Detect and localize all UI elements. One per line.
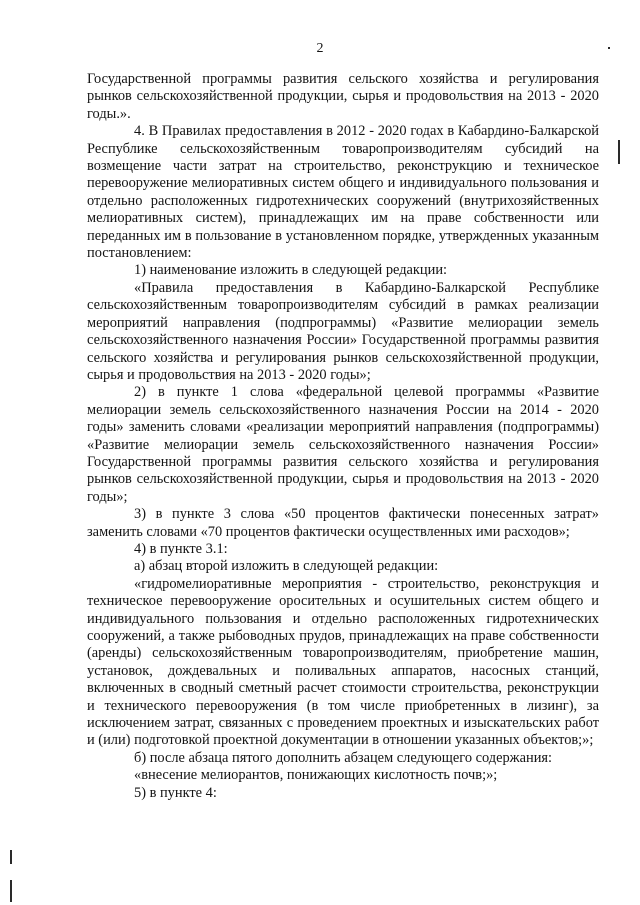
paragraph: 2) в пункте 1 слова «федеральной целевой программы «Развитие мелиорации земель сельскохозяйственного назначения России на 2014 - 2020 годы» заменить словами «реализации мероприятий направления (подпрограммы) «Развитие мелиорации земель сельскохозяйственного назначения России» Государственной программы развития сельского хозяйства и регулирования рынков сельскохозяйственной продукции, сырья и продовольствия на 2013 - 2020 годы»; [87, 384, 599, 505]
paragraph: «гидромелиоративные мероприятия - строительство, реконструкция и техническое перевооружение оросительных и осушительных систем общего и индивидуального пользования и отдельно расположенных гидротехнических сооружений, а также рыбоводных прудов, принадлежащих на праве собственности (аренды) сельскохозяйственным товаропроизводителям, приобретение машин, установок, дождевальных и поливальных аппаратов, насосных станций, включенных в сводный сметный расчет стоимости строительства, реконструкции и технического перевооружения (в том числе приобретенных в лизинг), за исключением затрат, связанных с проведением проектных и изыскательских работ и (или) подготовкой проектной документации в отношении указанных объектов;»; [87, 575, 599, 749]
page-number: 2 [316, 41, 324, 56]
paragraph: 3) в пункте 3 слова «50 процентов фактически понесенных затрат» заменить словами «70 процентов фактически осуществленных ими расходов»; [87, 506, 599, 540]
paragraph: 4) в пункте 3.1: [134, 540, 228, 557]
scan-artifact [618, 140, 620, 164]
paragraph: а) абзац второй изложить в следующей редакции: [134, 558, 439, 575]
paragraph: 4. В Правилах предоставления в 2012 - 2020 годах в Кабардино-Балкарской Республике сельскохозяйственным товаропроизводителям субсидий на возмещение части затрат на строительство, реконструкцию и техническое перевооружение мелиоративных систем общего и индивидуального пользования и отдельно расположенных гидротехнических сооружений (внутрихозяйственных мелиоративных систем), принадлежащих им на праве собственности или переданных им в пользование в установленном порядке, утвержденных указанным постановлением: [87, 123, 599, 262]
scan-artifact [10, 880, 12, 902]
document-body [87, 71, 599, 802]
paragraph: «Правила предоставления в Кабардино-Балкарской Республике сельскохозяйственным товаропроизводителям субсидий в рамках реализации мероприятий направления (подпрограммы) «Развитие мелиорации земель сельскохозяйственного назначения России» Государственной программы развития сельского хозяйства и регулирования рынков сельскохозяйственной продукции, сырья и продовольствия на 2013 - 2020 годы»; [87, 279, 599, 383]
paragraph: «внесение мелиорантов, понижающих кислотность почв;»; [134, 767, 498, 784]
paragraph: 5) в пункте 4: [134, 784, 217, 801]
paragraph: б) после абзаца пятого дополнить абзацем следующего содержания: [134, 749, 553, 766]
paragraph: 1) наименование изложить в следующей редакции: [134, 262, 448, 279]
scan-artifact [10, 850, 12, 864]
scan-artifact [608, 47, 610, 49]
paragraph: Государственной программы развития сельского хозяйства и регулирования рынков сельскохозяйственной продукции, сырья и продовольствия на 2013 - 2020 годы.». [87, 71, 599, 122]
